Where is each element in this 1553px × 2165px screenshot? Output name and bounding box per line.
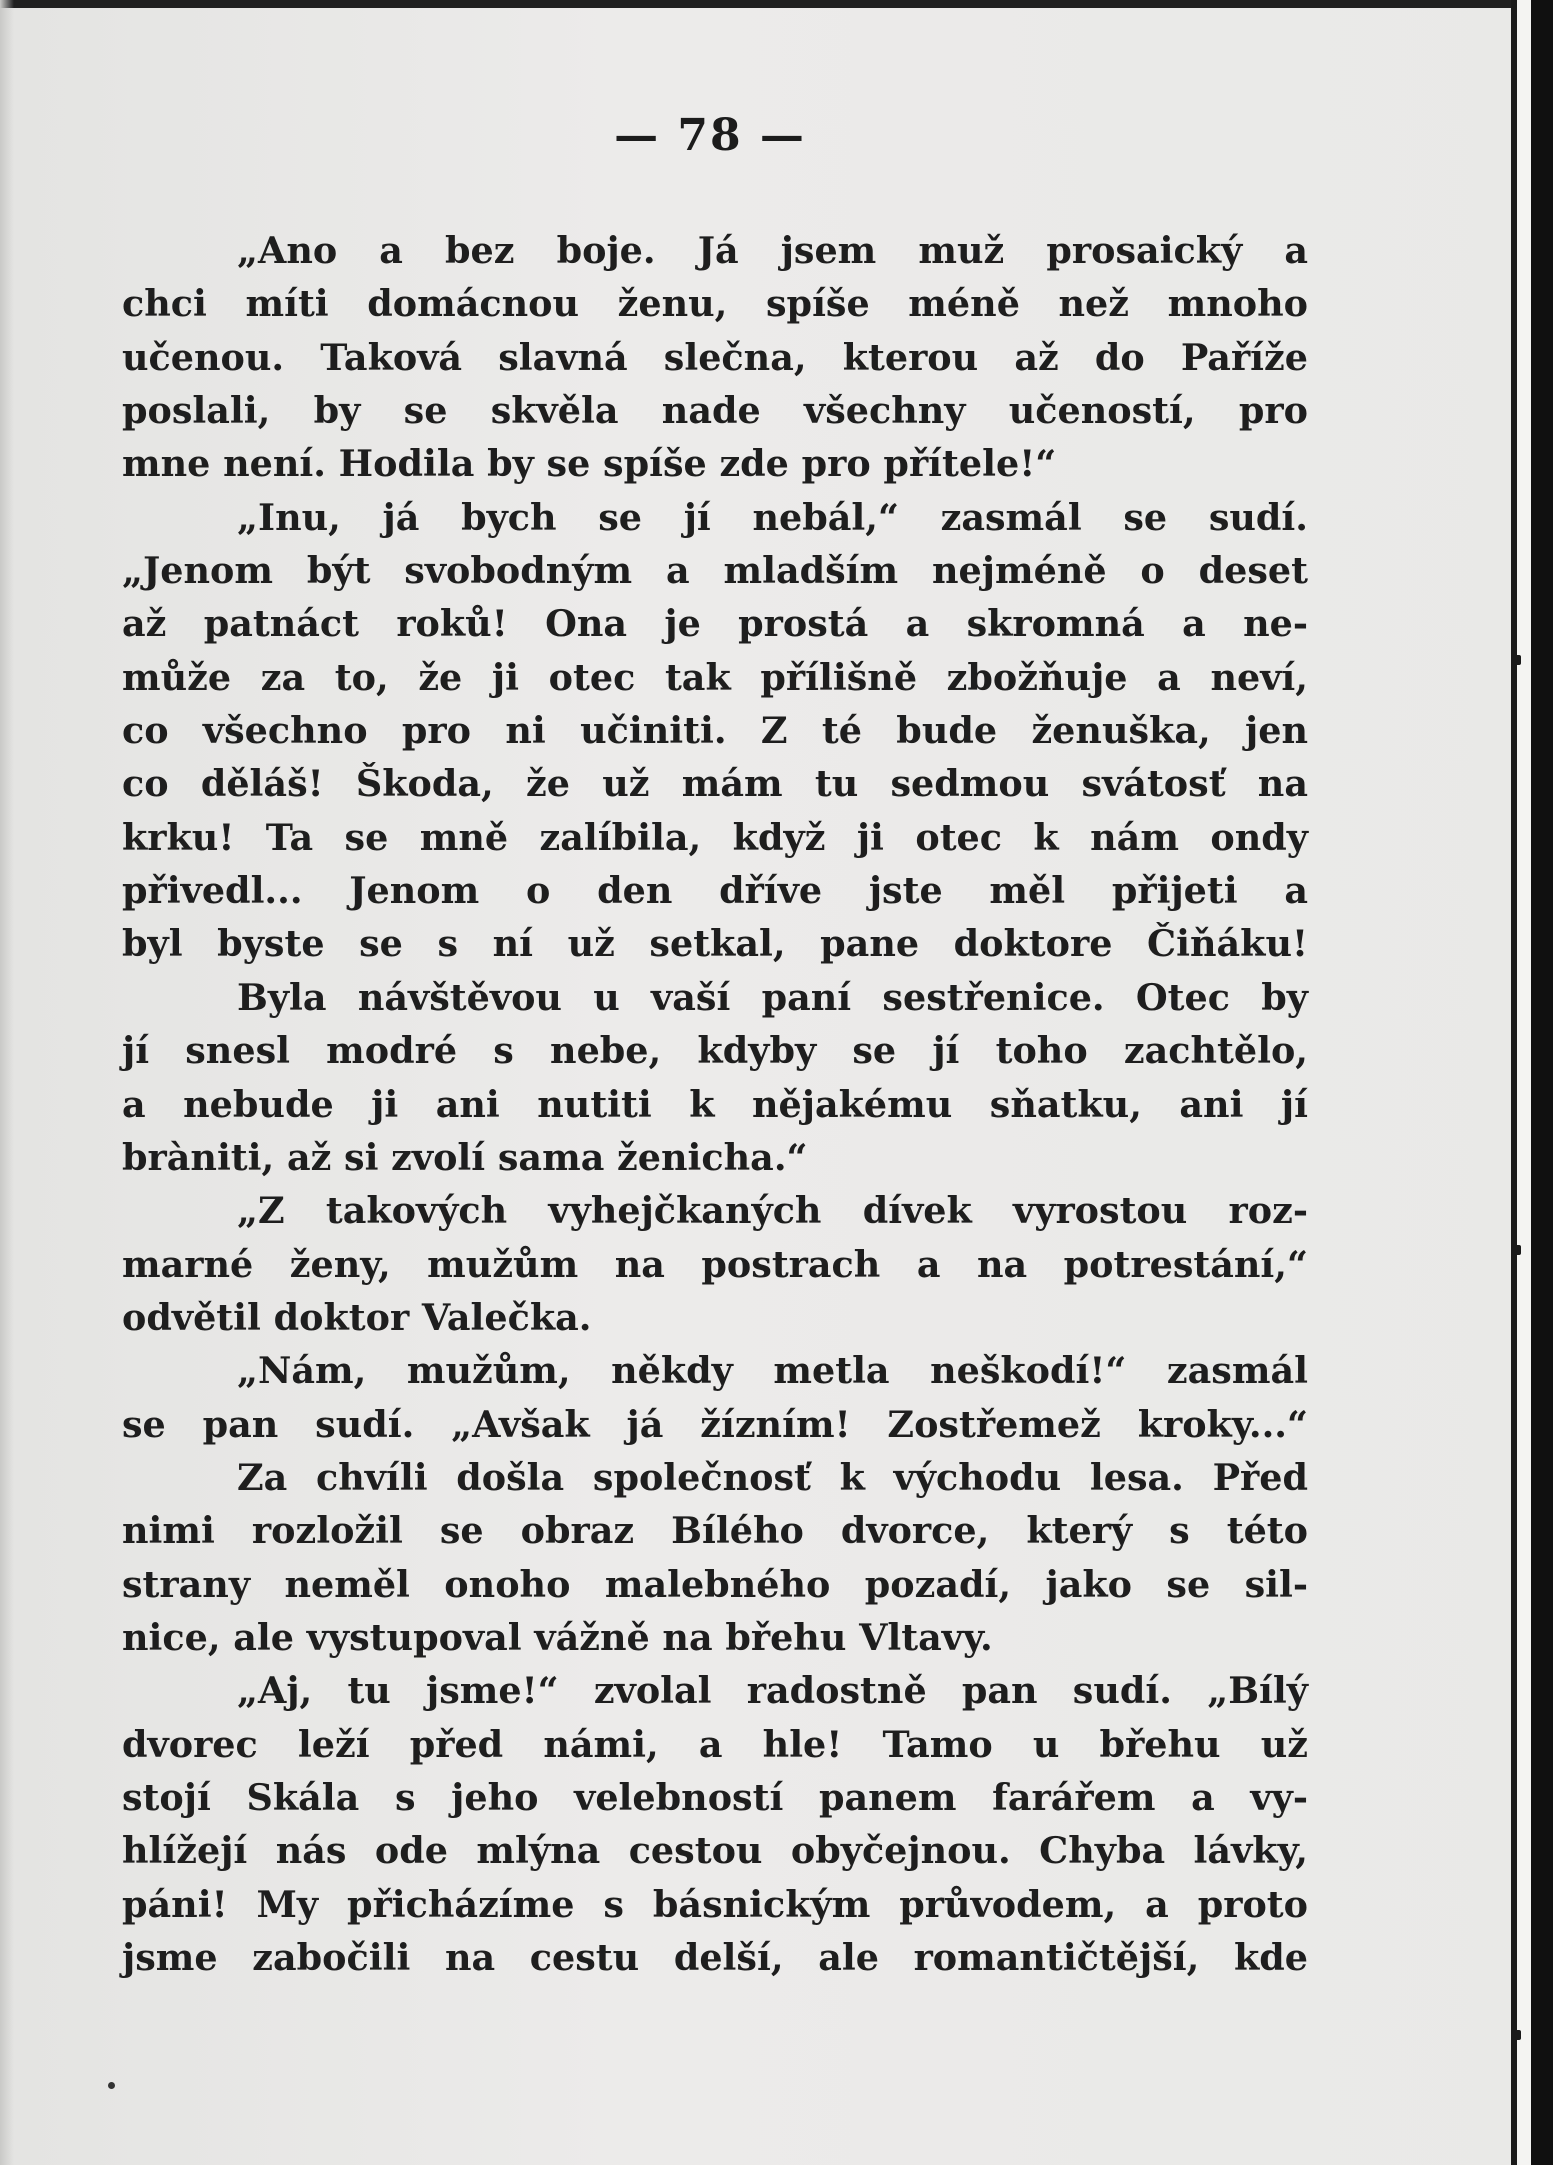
text-line: hlížejí nás ode mlýna cestou obyčejnou. Chyba lávky, <box>122 1829 1308 1873</box>
text-line: přivedl... Jenom o den dříve jste měl přijeti a <box>122 869 1308 913</box>
scan-top-edge <box>0 0 1553 8</box>
text-line: učenou. Taková slavná slečna, kterou až do Paříže <box>122 335 1308 379</box>
text-line: dvorec leží před námi, a hle! Tamo u břehu už <box>122 1722 1308 1766</box>
text-line: „Aj, tu jsme!“ zvolal radostně pan sudí. „Bílý <box>237 1669 1308 1713</box>
text-line: a nebude ji ani nutiti k nějakému sňatku, ani jí <box>122 1082 1308 1126</box>
text-line: mne není. Hodila by se spíše zde pro přítele!“ <box>122 442 1057 486</box>
text-line: jsme zabočili na cestu delší, ale romantičtější, kde <box>122 1936 1308 1979</box>
text-line: Byla návštěvou u vaší paní sestřenice. Otec by <box>237 975 1308 1019</box>
text-line: páni! My přicházíme s básnickým průvodem, a proto <box>122 1882 1308 1926</box>
scan-edge-rule <box>1511 0 1517 2165</box>
text-line: nice, ale vystupoval vážně na břehu Vltavy. <box>122 1615 993 1659</box>
text-line: stojí Skála s jeho velebností panem farářem a vy- <box>122 1775 1308 1819</box>
gutter-shadow <box>0 0 14 2165</box>
text-line: krku! Ta se mně zalíbila, když ji otec k nám ondy <box>122 815 1308 859</box>
scan-right-border <box>1531 0 1553 2165</box>
text-line: strany neměl onoho malebného pozadí, jako se sil- <box>122 1562 1308 1606</box>
text-line: „Inu, já bych se jí nebál,“ zasmál se sudí. <box>237 495 1308 539</box>
text-line: co děláš! Škoda, že už mám tu sedmou svátosť na <box>122 762 1308 806</box>
text-line: se pan sudí. „Avšak já žízním! Zostřemež kroky...“ <box>122 1402 1308 1446</box>
text-line: nimi rozložil se obraz Bílého dvorce, který s této <box>122 1509 1308 1553</box>
margin-mark <box>1511 2030 1521 2040</box>
text-line: „Z takových vyhejčkaných dívek vyrostou roz- <box>237 1189 1308 1233</box>
text-line: chci míti domácnou ženu, spíše méně než mnoho <box>122 282 1308 326</box>
page-number: — 78 — <box>614 110 806 161</box>
text-line: „Nám, mužům, někdy metla neškodí!“ zasmál <box>237 1349 1308 1393</box>
text-line: Za chvíli došla společnosť k východu lesa. Před <box>237 1455 1308 1499</box>
text-line: byl byste se s ní už setkal, pane doktore Čiňáku! <box>122 922 1308 966</box>
text-line: jí snesl modré s nebe, kdyby se jí toho zachtělo, <box>122 1029 1308 1073</box>
text-line: „Jenom být svobodným a mladším nejméně o deset <box>122 549 1308 593</box>
text-line: odvětil doktor Valečka. <box>122 1295 592 1339</box>
text-line: bràniti, až si zvolí sama ženicha.“ <box>122 1135 808 1179</box>
text-line: „Ano a bez boje. Já jsem muž prosaický a <box>237 229 1308 272</box>
body-text <box>122 224 1308 1984</box>
margin-mark <box>1511 1245 1521 1255</box>
text-line: co všechno pro ni učiniti. Z té bude ženuška, jen <box>122 709 1308 753</box>
text-line: marné ženy, mužům na postrach a na potrestání,“ <box>122 1242 1308 1286</box>
ink-speck <box>108 2082 115 2089</box>
margin-mark <box>1511 655 1521 665</box>
text-line: poslali, by se skvěla nade všechny učeností, pro <box>122 389 1308 433</box>
text-line: může za to, že ji otec tak přílišně zbožňuje a neví, <box>122 655 1308 699</box>
page-edge <box>1517 0 1531 2165</box>
text-line: až patnáct roků! Ona je prostá a skromná a ne- <box>122 602 1308 646</box>
